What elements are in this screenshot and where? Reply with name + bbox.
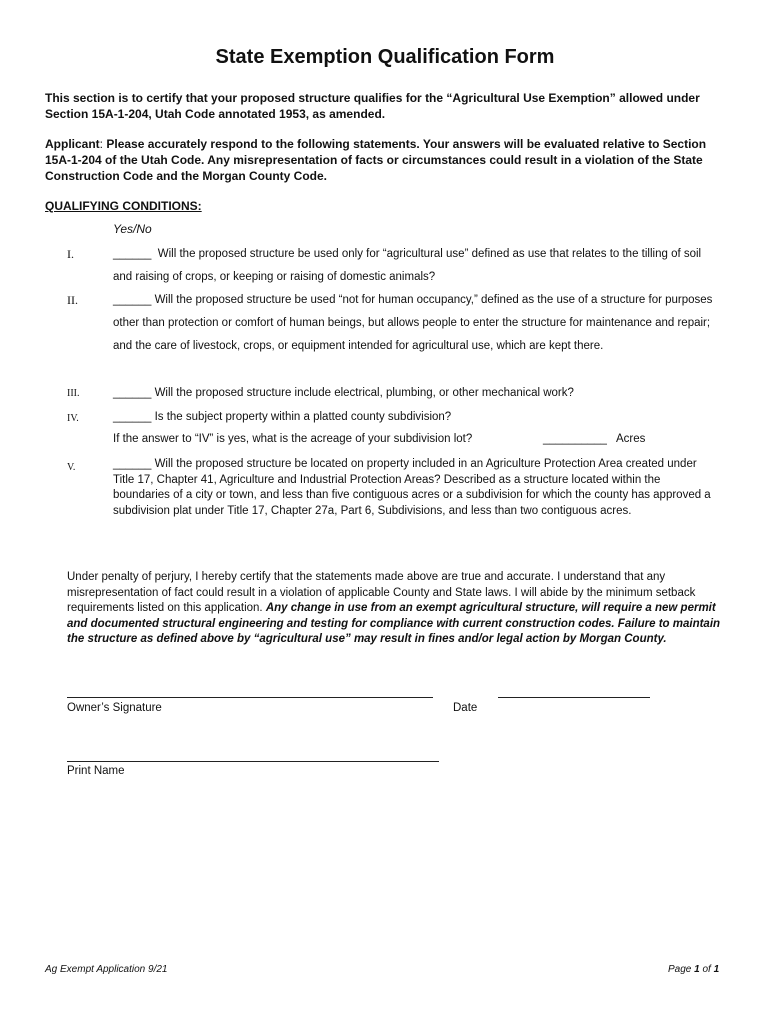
yes-no-label: Yes/No [113,222,152,236]
of-word: of [702,964,711,975]
answer-blank[interactable]: ______ [113,294,152,306]
item-number: II. [67,293,78,307]
certify-statement: This section is to certify that your proposed structure qualifies for the “Agricultural Use Exemption” allowed under Section 15A-1-204, Utah Code annotated 1953, as amended. [45,91,700,121]
print-name-line[interactable] [67,761,439,762]
acreage-row [113,433,713,445]
item-number: V. [67,462,76,473]
item-text: Will the proposed structure be used only for “agricultural use” defined as use that relates to the tilling of soil and raising of crops, or keeping or raising of domestic animals? [113,248,702,283]
print-name-label: Print Name [67,765,125,777]
applicant-text: Please accurately respond to the following statements. Your answers will be evaluated relative to Section 15A-1-204 of the Utah Code. Any misrepresentation of facts or circumstances could result in a violation of the State Construction Code and the Morgan County Code. [45,137,707,183]
penalty-statement [67,570,727,648]
qualifying-heading: QUALIFYING CONDITIONS: [45,199,202,213]
date-line[interactable] [498,697,650,698]
item-text: Is the subject property within a platted county subdivision? [154,411,452,423]
penalty-text: Under penalty of perjury, I hereby certify that the statements made above are true and accurate. I understand that any misrepresentation of fact could result in a violation of applicable County and State laws. I will abide by the minimum setback requirements listed on this application. [67,571,696,614]
page-total: 1 [713,964,720,975]
qualifying-item-1 [113,243,713,289]
acreage-unit: Acres [616,433,646,445]
page-number [668,964,719,975]
page-title: State Exemption Qualification Form [215,46,555,68]
answer-blank[interactable]: ______ [113,411,152,423]
applicant-label: Applicant [45,137,100,151]
item-number: I. [67,247,74,261]
owner-signature-line[interactable] [67,697,433,698]
page-current: 1 [694,964,700,975]
applicant-instructions: Applicant: Please accurately respond to the following statements. Your answers will be evaluated relative to Section 15A-1-204 of the Utah Code. Any misrepresentation of facts or circumstances could result in a violation of the State Construction Code and the Morgan County Code. [45,137,707,183]
owner-signature-label: Owner’s Signature [67,702,162,714]
answer-blank[interactable]: ______ [113,458,152,470]
acreage-blank[interactable]: __________ [543,433,607,445]
qualifying-item-4 [113,406,713,429]
item-number: IV. [67,413,79,424]
item-text: Will the proposed structure include electrical, plumbing, or other mechanical work? [154,387,574,399]
qualifying-item-2 [113,289,713,358]
answer-blank[interactable]: ______ [113,387,152,399]
item-text: Will the proposed structure be located on property included in an Agriculture Protection Area created under Title 17, Chapter 41, Agriculture and Industrial Protection Areas? Described as a structure located within the boundaries of a city or town, and less than five contiguous acres or a subdivision for which the county has approved a subdivision plat under Title 17, Chapter 27a, Part 6, Subdivisions, and less than two contiguous acres. [113,458,711,517]
footer-form-id: Ag Exempt Application 9/21 [45,964,168,975]
penalty-emphasis: Any change in use from an exempt agricultural structure, will require a new permit and documented structural engineering and testing for compliance with current construction codes. Failure to maintain the structure as defined above by “agricultural use” may result in fines and/or legal action by Morgan County. [67,602,721,645]
item-text: Will the proposed structure be used “not for human occupancy,” defined as the use of a structure for purposes other than protection or comfort of human beings, but allows people to enter the structure for maintenance and repair; and the care of livestock, crops, or equipment intended for agricultural use, which are kept there. [113,294,713,352]
acreage-question: If the answer to “IV” is yes, what is the acreage of your subdivision lot? [113,433,473,445]
answer-blank[interactable]: ______ [113,248,152,260]
item-number: III. [67,388,80,399]
qualifying-item-5 [113,457,713,519]
page-word: Page [668,964,692,975]
qualifying-item-3 [113,382,713,405]
date-label: Date [453,702,478,714]
